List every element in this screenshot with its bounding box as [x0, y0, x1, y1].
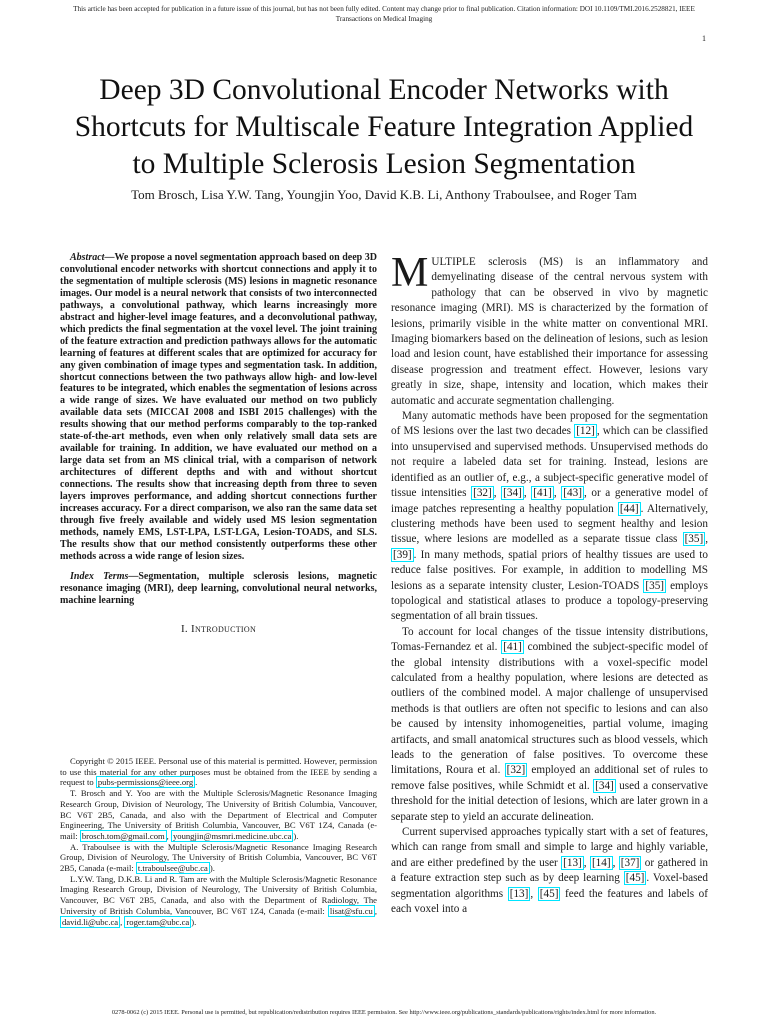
paragraph-text: , or a generative model of image patches representing a healthy population	[391, 487, 709, 515]
paragraph-text: Many automatic methods have been proposed for the segmentation of MS lesions over the last two decades	[391, 410, 708, 438]
citation-link[interactable]: [13]	[563, 856, 582, 869]
copyright-footer: 0278-0062 (c) 2015 IEEE. Personal use is permitted, but republication/redistribution requires IEEE permission. See http://www.ieee.org/publications_standards/publications/rights/index.html for more information.	[111, 1009, 657, 1016]
copyright-footnote	[60, 756, 377, 788]
intro-paragraph	[391, 625, 708, 825]
footnote-text: .	[195, 777, 198, 788]
citation-link[interactable]: [34]	[595, 779, 614, 792]
title-line: to Multiple Sclerosis Lesion Segmentation	[132, 148, 636, 180]
abstract	[60, 252, 377, 563]
intro-paragraph	[391, 825, 708, 917]
paragraph-text: Current supervised approaches typically start with a set of features, which can range from small and simple to large and highly variable, and are either predefined by the user	[391, 826, 708, 869]
footnote-text: ,	[166, 830, 171, 841]
citation-link[interactable]: [41]	[503, 641, 522, 654]
index-terms-text: —Segmentation, multiple sclerosis lesions, magnetic resonance imaging (MRI), deep learning, convolutional neural networks, machine learning	[60, 570, 377, 606]
citation-link[interactable]: [45]	[539, 887, 559, 900]
email-link[interactable]: david.li@ubc.ca	[62, 916, 119, 927]
email-link[interactable]: pubs-permissions@ieee.org	[97, 777, 194, 788]
citation-link[interactable]: [35]	[645, 579, 665, 592]
right-column	[391, 250, 709, 917]
paragraph-text: ,	[523, 487, 532, 500]
publication-notice	[0, 4, 768, 24]
citation-link[interactable]: [37]	[620, 856, 640, 869]
citation-link[interactable]: [34]	[503, 487, 522, 500]
email-link[interactable]: roger.tam@ubc.ca	[126, 916, 190, 927]
citation-link[interactable]: [39]	[393, 548, 412, 561]
email-link[interactable]: youngjin@msmri.medicine.ubc.ca	[172, 830, 292, 841]
footnote-text: T. Brosch and Y. Yoo are with the Multiple Sclerosis/Magnetic Resonance Imaging Research Group, Division of Neurology, The University of British Columbia, Vancouver, BC V6T 2B5, Canada, and also with the Department of Electrical and Computer Engineering, The University of British Columbia, Vancouver, BC V6T 1Z4, Canada (e-mail:	[60, 788, 377, 841]
footnote-text: Copyright © 2015 IEEE. Personal use of this material is permitted. However, permission to use this material for any other purposes must be obtained from the IEEE by sending a request to	[60, 756, 377, 788]
author-affiliation-footnote	[60, 874, 377, 928]
citation-link[interactable]: [32]	[473, 487, 492, 500]
paragraph-text: combined the subject-specific model of the global intensity distributions with a voxel-specific model calculated from a healthy population, where lesions are detected as outliers of the combined model. A major challenge of unsupervised methods is that outliers are often not specific to lesions and can also be caused by intensity inhomogeneities, partial volume, imaging artifacts, and small anatomical structures such as blood vessels, which leads to the generation of false positives. To overcome these limitations, Roura et al.	[391, 641, 708, 777]
paragraph-text: . Voxel-based segmentation algorithms	[391, 872, 708, 900]
intro-paragraph	[391, 409, 708, 625]
footnote-text: A. Traboulsee is with the Multiple Sclerosis/Magnetic Resonance Imaging Research Group, Division of Neurology, The University of British Columbia, Vancouver, BC V6T 2B5, Canada (e-mail:	[60, 841, 377, 874]
footnotes	[60, 756, 377, 927]
paragraph-text: ,	[612, 856, 619, 869]
paragraph-text: ,	[583, 856, 590, 869]
author-affiliation-footnote	[60, 842, 377, 874]
left-column	[60, 252, 377, 635]
author-list: Tom Brosch, Lisa Y.W. Tang, Youngjin Yoo, David K.B. Li, Anthony Traboulsee, and Roger Tam	[131, 187, 637, 202]
footnote-text: ,	[120, 916, 125, 927]
paragraph-text: To account for local changes of the tissue intensity distributions, Tomas-Fernandez et al.	[391, 625, 708, 654]
title-line: Shortcuts for Multiscale Feature Integration Applied	[74, 111, 694, 143]
paragraph-text: used a conservative threshold for the initial detection of lesions, which are later grown in a separate step to yield an accurate delineation.	[391, 779, 708, 823]
paragraph-text: feed the features and labels of each voxel into a	[391, 887, 709, 916]
section-heading-introduction: I. Introduction	[180, 622, 257, 635]
footnote-text: L.Y.W. Tang, D.K.B. Li and R. Tam are with the Multiple Sclerosis/Magnetic Resonance Imaging Research Group, Division of Neurology, The University of British Columbia, Vancouver, BC V6T 2B5, Canada, and also with the Department of Radiology, The University of British Columbia, Vancouver, BC V6T 1Z4, Canada (e-mail:	[60, 873, 377, 916]
citation-link[interactable]: [12]	[576, 425, 595, 438]
abstract-text: —We propose a novel segmentation approach based on deep 3D convolutional encoder networks with shortcut connections and apply it to the segmentation of multiple sclerosis (MS) lesions in magnetic resonance images. Our model is a neural network that consists of two interconnected pathways, a convolutional pathway, which learns increasingly more abstract and higher-level image features, and a deconvolutional pathway, which predicts the final segmentation at the voxel level. The joint training of the feature extraction and prediction pathways allows for the automatic learning of features at different scales that are optimized for accuracy for any given combination of image types and segmentation task. In addition, shortcut connections between the two pathways allow high- and low-level features to be integrated, which enables the segmentation of lesions across a wide range of sizes. We have evaluated our method on two publicly available data sets (MICCAI 2008 and ISBI 2015 challenges) with the results showing that our method performs comparably to the top-ranked state-of-the-art methods, even when only relatively small data sets are available for training. In addition, we have evaluated our method on a large data set from an MS clinical trial, with a comparison of network architectures of different depths and with and without shortcut connections. The results show that increasing depth from three to seven layers improves performance, and adding shortcut connections further increases accuracy. For a direct comparison, we also ran the same data set through five freely available and widely used MS lesion segmentation methods, namely EMS, LST-LPA, LST-LGA, Lesion-TOADS, and SLS. The results show that our method consistently outperforms these other methods across a wide range of lesion sizes.	[60, 252, 377, 562]
footnote-text: ,	[374, 905, 377, 916]
email-link[interactable]: t.traboulsee@ubc.ca	[137, 863, 208, 874]
paragraph-text: , which can be classified into unsupervised and supervised methods. Unsupervised methods do not require a labeled data set for training. Instead, lesions are identified as an outlier of, e.g., a subject-specific generative model of tissue intensities	[391, 425, 708, 500]
paragraph-text: employs topological and statistical atlases to produce a topology-preserving segmentation of all brain tissues.	[391, 579, 708, 623]
paragraph-text: ,	[705, 533, 708, 546]
page-number: 1	[702, 34, 706, 43]
email-link[interactable]: brosch.tom@gmail.com	[81, 830, 165, 841]
intro-paragraph	[391, 250, 708, 409]
paragraph-text: or gathered in a feature extraction step such as by deep learning	[391, 856, 709, 885]
footnote-text: ).	[209, 863, 215, 874]
citation-link[interactable]: [35]	[684, 533, 704, 546]
citation-link[interactable]: [13]	[509, 887, 529, 900]
paragraph-text: employed an additional set of rules to remove false positives, while Schmidt et al.	[391, 764, 708, 792]
footnote-text: ).	[191, 916, 197, 927]
paragraph-text: . In many methods, spatial priors of healthy tissues are used to reduce false positives. For example, in addition to modelling MS lesions as a separate intensity cluster, Lesion-TOADS	[391, 548, 708, 592]
email-link[interactable]: lisat@sfu.cu	[329, 905, 373, 916]
paragraph-text: ,	[493, 487, 502, 500]
publication-notice-line2: Transactions on Medical Imaging	[335, 15, 433, 23]
citation-link[interactable]: [43]	[563, 487, 582, 500]
paragraph-text: ,	[553, 487, 562, 500]
citation-link[interactable]: [45]	[625, 872, 645, 885]
drop-cap: M	[391, 250, 429, 296]
paragraph-text: . Alternatively, clustering methods have been used to segment healthy and lesion tissue, where lesions are modelled as a separate tissue class	[391, 502, 709, 546]
paragraph-text: ,	[530, 887, 538, 900]
citation-link[interactable]: [14]	[591, 856, 611, 869]
footnote-text: ).	[293, 830, 299, 841]
citation-link[interactable]: [41]	[533, 487, 552, 500]
paper-title	[40, 72, 728, 183]
index-terms	[60, 571, 377, 607]
publication-notice-line1: This article has been accepted for publication in a future issue of this journal, but has not been fully edited. Content may change prior to final publication. Citation information: DOI 10.1109/TMI.2016.2528821, IEEE	[73, 5, 695, 13]
title-line: Deep 3D Convolutional Encoder Networks with	[99, 74, 669, 106]
abstract-lead: Abstract	[70, 252, 105, 263]
author-affiliation-footnote	[60, 788, 377, 842]
paragraph-text: ULTIPLE sclerosis (MS) is an inflammatory and demyelinating disease of the central nervous system with pathology that can be observed in vivo by magnetic resonance imaging (MRI). MS is characterized by the formation of lesions, primarily visible in the white matter on conventional MRI. Imaging biomarkers based on the delineation of lesions, such as lesion load and lesion count, have established their importance for assessing disease progression and treatment effect. However, lesions vary greatly in size, shape, intensity and location, which makes their automatic and accurate segmentation challenging.	[391, 256, 708, 407]
citation-link[interactable]: [44]	[619, 502, 639, 515]
citation-link[interactable]: [32]	[506, 764, 526, 777]
index-terms-lead: Index Terms	[70, 570, 129, 582]
